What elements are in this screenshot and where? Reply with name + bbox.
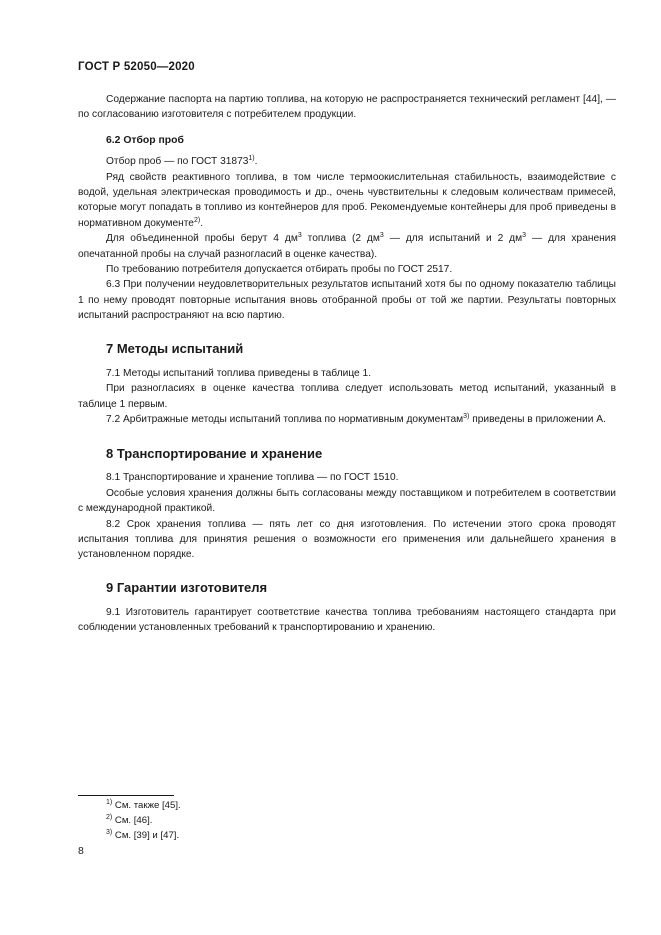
paragraph-text: — для хранения опечатанной пробы на случай разногласий в оценке качества).: [78, 233, 616, 260]
footnote-3: [106, 828, 181, 843]
superscript-3: 3: [522, 232, 527, 240]
section-7-paragraph-1: 7.1 Методы испытаний топлива приведены в таблице 1.: [106, 367, 372, 379]
standard-header: ГОСТ Р 52050—2020: [78, 61, 195, 73]
section-6-2-paragraph-2: [78, 170, 616, 232]
section-6-2-paragraph-4: По требованию потребителя допускается отбирать пробы по ГОСТ 2517.: [106, 264, 453, 276]
page-number: 8: [78, 845, 84, 857]
superscript-3: 3: [379, 232, 384, 240]
footnote-2: [106, 813, 181, 828]
section-6-3-paragraph: 6.3 При получении неудовлетворительных результатов испытаний хотя бы по одному показателю таблицы 1 по нему проводят повторные испытания вновь отобранной пробы от той же партии. Результаты повторных испытаний распространяют на всю партию.: [78, 279, 616, 322]
section-6-2-paragraph-1: [78, 154, 616, 169]
section-8-paragraph-2: Особые условия хранения должны быть согласованы между поставщиком и потребителем в соответствии с международной практикой.: [78, 487, 616, 515]
footnote-text: См. также [45].: [112, 800, 181, 811]
paragraph-text: Ряд свойств реактивного топлива, в том числе термоокислительная стабильность, взаимодействие с водой, удельная электрическая проводимость и др., очень чувствительны к следовым количествам примесей, которые могут попадать в топливо из контейнеров для проб. Рекомендуемые контейнеры для проб приведены в нормативном документе: [78, 171, 616, 229]
footnote-text: См. [39] и [47].: [112, 830, 180, 842]
paragraph-end: приведены в приложении А.: [469, 413, 606, 425]
paragraph-end: .: [254, 156, 258, 168]
section-6-2-paragraph-3: [78, 231, 616, 262]
section-7-paragraph-2: При разногласиях в оценке качества топлива следует использовать метод испытаний, указанный в таблице 1 первым.: [78, 383, 616, 410]
footnote-mark: 1): [106, 799, 113, 806]
footnote-1: [106, 798, 181, 813]
section-8-paragraph-1: 8.1 Транспортирование и хранение топлива — по ГОСТ 1510.: [106, 472, 399, 484]
section-9-paragraph-1: 9.1 Изготовитель гарантирует соответствие качества топлива требованиям настоящего стандарта при соблюдении установленных требований к транспортированию и хранению.: [78, 606, 616, 634]
paragraph-text: топлива (2 дм: [301, 233, 380, 245]
footnote-separator: [78, 795, 174, 796]
section-6-2-heading: 6.2 Отбор проб: [106, 134, 184, 146]
section-9-heading: 9 Гарантии изготовителя: [106, 579, 268, 595]
paragraph-text: Отбор проб — по ГОСТ 31873: [106, 156, 249, 168]
footnote-text: См. [46].: [112, 815, 153, 827]
paragraph-end: .: [200, 217, 204, 229]
intro-paragraph: Содержание паспорта на партию топлива, на которую не распространяется технический регламент [44], — по согласованию изготовителя с потребителем продукции.: [78, 94, 616, 121]
section-7-heading: 7 Методы испытаний: [106, 340, 244, 356]
paragraph-text: Для объединенной пробы берут 4 дм: [106, 233, 298, 245]
page-content: [78, 92, 616, 636]
section-8-paragraph-3: 8.2 Срок хранения топлива — пять лет со дня изготовления. По истечении этого срока проводят испытания топлива для принятия решения о возможности его применения или дальнейшего хранения в установленном порядке.: [78, 518, 616, 561]
footnote-ref-2: 2): [193, 216, 201, 224]
footnotes: [106, 798, 181, 844]
paragraph-text: — для испытаний и 2 дм: [383, 233, 523, 245]
footnote-ref-3: 3): [463, 412, 470, 420]
superscript-3: 3: [297, 232, 302, 240]
paragraph-text: 7.2 Арбитражные методы испытаний топлива по нормативным документам: [106, 413, 464, 425]
section-7-paragraph-3: [78, 412, 616, 427]
footnote-mark: 2): [106, 814, 113, 822]
footnote-mark: 3): [106, 829, 113, 837]
section-8-heading: 8 Транспортирование и хранение: [106, 446, 323, 462]
footnote-ref-1: 1): [248, 155, 255, 163]
